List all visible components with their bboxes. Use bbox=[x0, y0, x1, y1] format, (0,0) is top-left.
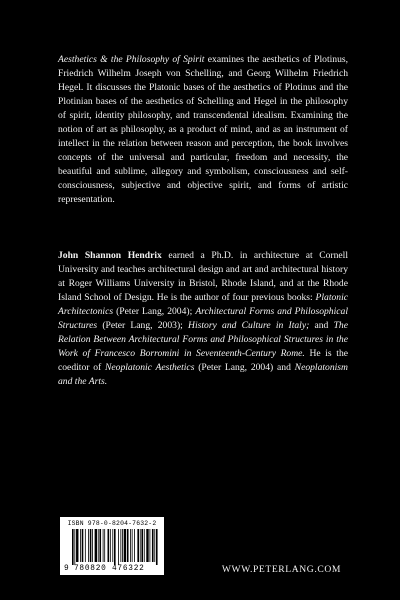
previous-book-1: Platonic Architectonics bbox=[58, 292, 349, 317]
barcode-bar bbox=[141, 529, 143, 562]
barcode-bar bbox=[154, 529, 155, 562]
previous-book-4: The Relation Between Architectural Forms and Philosophical Structures in the Work of Francesco Borromini in Seventeenth-Century Rome. bbox=[58, 320, 348, 359]
barcode-first-digit: 9 bbox=[64, 565, 69, 573]
publisher-website: WWW.PETERLANG.COM bbox=[221, 564, 341, 575]
barcode-bar bbox=[104, 529, 105, 562]
author-bio bbox=[58, 249, 348, 389]
barcode-bar bbox=[146, 529, 148, 562]
barcode-bar bbox=[103, 529, 104, 562]
bio-text-3: (Peter Lang, 2003); bbox=[102, 320, 183, 331]
bio-text-1: earned a Ph.D. in architecture at Cornell University and teaches architectural design and art and architectural history at Roger Williams University in Bristol, Rhode Island, and at the Rhode Island School of Design. He is the author of four previous books: bbox=[58, 250, 348, 303]
description-text: examines the aesthetics of Plotinus, Friedrich Wilhelm Joseph von Schelling, and Georg Wilhelm Friedrich Hegel. It discusses the Platonic bases of the aesthetics of Plotinus and the Plotinian bases of the aesthetics of Schelling and Hegel in the philosophy of spirit, identity philosophy, and transcendental idealism. Examining the notion of art as philosophy, as a product of mind, and as an instrument of intellect in the relation between reason and perception, the book involves concepts of the universal and particular, freedom and necessity, the beautiful and sublime, allegory and symbolism, consciousness and self-consciousness, subjective and objective spirit, and forms of artistic representation. bbox=[58, 54, 348, 205]
barcode-bar bbox=[112, 529, 113, 562]
barcode-bar bbox=[98, 529, 99, 562]
barcode-bar bbox=[110, 529, 111, 562]
barcode-bar bbox=[150, 529, 151, 562]
previous-book-3: History and Culture in Italy; bbox=[188, 320, 310, 331]
barcode-bar bbox=[137, 529, 139, 562]
barcode-bar bbox=[88, 529, 89, 562]
barcode-bar bbox=[92, 529, 93, 562]
barcode-bar bbox=[118, 529, 119, 565]
book-description bbox=[58, 53, 348, 207]
isbn-label: ISBN 978-0-8204-7632-2 bbox=[67, 520, 157, 527]
barcode-bar bbox=[144, 529, 145, 562]
barcode-bar bbox=[156, 529, 158, 565]
barcode-bars bbox=[72, 529, 160, 565]
barcode-bar bbox=[122, 529, 123, 562]
barcode-bar bbox=[95, 529, 97, 562]
barcode-bar bbox=[108, 529, 110, 562]
barcode-bar bbox=[130, 529, 131, 562]
barcode-bar bbox=[99, 529, 101, 562]
barcode-bar bbox=[132, 529, 133, 562]
barcode-bar bbox=[140, 529, 141, 562]
barcode-bar bbox=[120, 529, 121, 562]
barcode-bar bbox=[124, 529, 126, 562]
barcode-bar bbox=[152, 529, 154, 562]
barcode-bar bbox=[114, 529, 116, 565]
barcode-bar bbox=[134, 529, 135, 562]
bio-text-6: (Peter Lang, 2004) and bbox=[198, 362, 291, 373]
barcode-bar bbox=[72, 529, 74, 565]
bio-text-4: and bbox=[314, 320, 329, 331]
barcode-bar bbox=[74, 529, 75, 565]
coedited-book-1: Neoplatonic Aesthetics bbox=[105, 362, 195, 373]
coedited-book-2: Neoplatonism and the Arts. bbox=[58, 362, 348, 387]
barcode-bar bbox=[127, 529, 129, 562]
barcode-bar bbox=[90, 529, 92, 562]
author-name: John Shannon Hendrix bbox=[58, 250, 162, 261]
barcode-bar bbox=[85, 529, 86, 562]
barcode-bar bbox=[82, 529, 84, 562]
barcode-bar bbox=[76, 529, 78, 562]
bio-text-2: (Peter Lang, 2004); bbox=[116, 306, 193, 317]
isbn-barcode bbox=[60, 517, 164, 575]
book-title: Aesthetics & the Philosophy of Spirit bbox=[58, 54, 205, 65]
previous-book-2: Architectural Forms and Philosophical Structures bbox=[58, 306, 348, 331]
bio-text-5: He is the coeditor of bbox=[58, 348, 349, 373]
barcode-bar bbox=[80, 529, 81, 562]
barcode-number: 780820 476322 bbox=[74, 565, 145, 573]
